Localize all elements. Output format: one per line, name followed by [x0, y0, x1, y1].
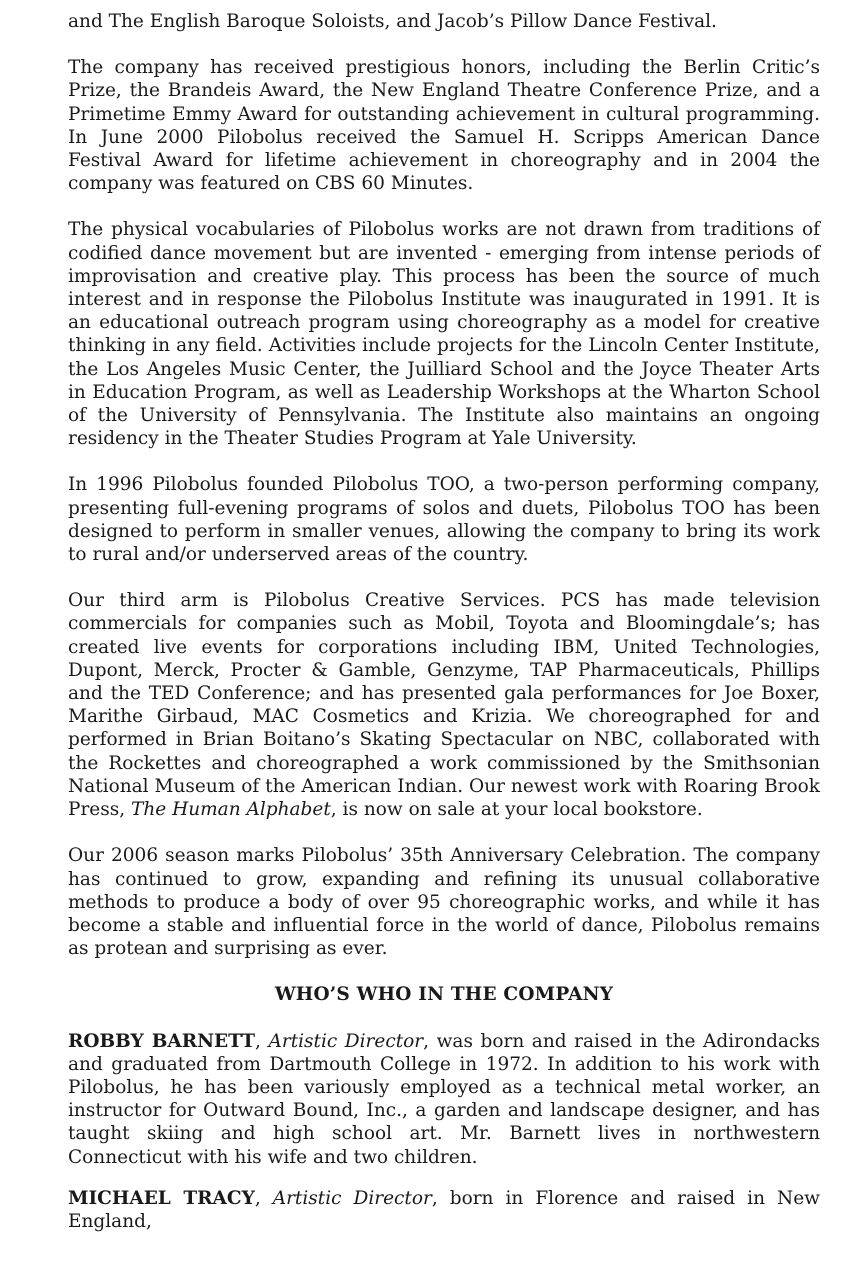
section-heading: WHO’S WHO IN THE COMPANY [274, 984, 614, 1006]
paragraph-institute: The physical vocabularies of Pilobolus works are not drawn from traditions of codified dance movement but are invented - emerging from intense periods of improvisation and creative play. This process has been the source of much interest and in response the Pilobolus Institute was inaugurated in 1991. It is an educational outreach program using choreography as a model for creative thinking in any field. Activities include projects for the Lincoln Center Institute, the Los Angeles Music Center, the Juilliard School and the Joyce Theater Arts in Education Program, as well as Leadership Workshops at the Wharton School of the University of Pennsylvania. The Institute also maintains an ongoing residency in the Theater Studies Program at Yale University. [68, 219, 820, 450]
paragraph-anniversary: Our 2006 season marks Pilobolus’ 35th Anniversary Celebration. The company has continued to grow, expanding and refining its unusual collaborative methods to produce a body of over 95 choreographic works, and while it has become a stable and influential force in the world of dance, Pilobolus remains as protean and surprising as ever. [68, 845, 820, 960]
bio-text: , was born and raised in the Adirondacks and graduated from Dartmouth College in 1972. In addition to his work with Pilobolus, he has been variously employed as a technical metal worker, an instructor for Outward Bound, Inc., a garden and landscape designer, and has taught skiing and high school art. Mr. Barnett lives in northwestern Connecticut with his wife and two children. [68, 1030, 821, 1168]
paragraph-pilobolus-too: In 1996 Pilobolus founded Pilobolus TOO, a two-person performing company, presenting full-evening programs of solos and duets, Pilobolus TOO has been designed to perform in smaller venues, allowing the company to bring its work to rural and/or underserved areas of the country. [68, 474, 820, 566]
bio-name: MICHAEL TRACY [68, 1187, 255, 1209]
bio-role: Artistic Director [272, 1187, 432, 1209]
paragraph-honors: The company has received prestigious honors, including the Berlin Critic’s Prize, the Brandeis Award, the New England Theatre Conference Prize, and a Primetime Emmy Award for outstanding achievement in cultural programming. In June 2000 Pilobolus received the Samuel H. Scripps American Dance Festival Award for lifetime achievement in choreography and in 2004 the company was featured on CBS 60 Minutes. [68, 57, 820, 195]
document-page [68, 10, 820, 1233]
book-title: The Human Alphabet [131, 799, 331, 821]
creative-services-text: Our third arm is Pilobolus Creative Services. PCS has made television commercials for companies such as Mobil, Toyota and Bloomingdale’s; has created live events for corporations including IBM, United Technologies, Dupont, Merck, Procter & Gamble, Genzyme, TAP Pharmaceuticals, Phillips and the TED Conference; and has presented gala performances for Joe Boxer, Marithe Girbaud, MAC Cosmetics and Krizia. We choreographed for and performed in Brian Boitano’s Skating Spectacular on NBC, collaborated with the Rockettes and choreographed a work commissioned by the Smithsonian National Museum of the American Indian. Our newest work with Roaring Brook Press, [68, 590, 820, 821]
bio-text: , born in Florence and raised in New England, [68, 1187, 820, 1232]
bio-name: ROBBY BARNETT [68, 1030, 256, 1052]
bio-tracy: MICHAEL TRACY, Artistic Director, born in Florence and raised in New England, [68, 1187, 820, 1232]
paragraph-continued: and The English Baroque Soloists, and Jacob’s Pillow Dance Festival. [68, 11, 717, 32]
bio-role: Artistic Director [268, 1030, 424, 1052]
creative-services-text-end: , is now on sale at your local bookstore. [330, 799, 703, 821]
bio-barnett: ROBBY BARNETT, Artistic Director, was born and raised in the Adirondacks and graduated from Dartmouth College in 1972. In addition to his work with Pilobolus, he has been variously employed as a technical metal worker, an instructor for Outward Bound, Inc., a garden and landscape designer, and has taught skiing and high school art. Mr. Barnett lives in northwestern Connecticut with his wife and two children. [68, 1030, 821, 1168]
paragraph-creative-services [68, 589, 820, 821]
